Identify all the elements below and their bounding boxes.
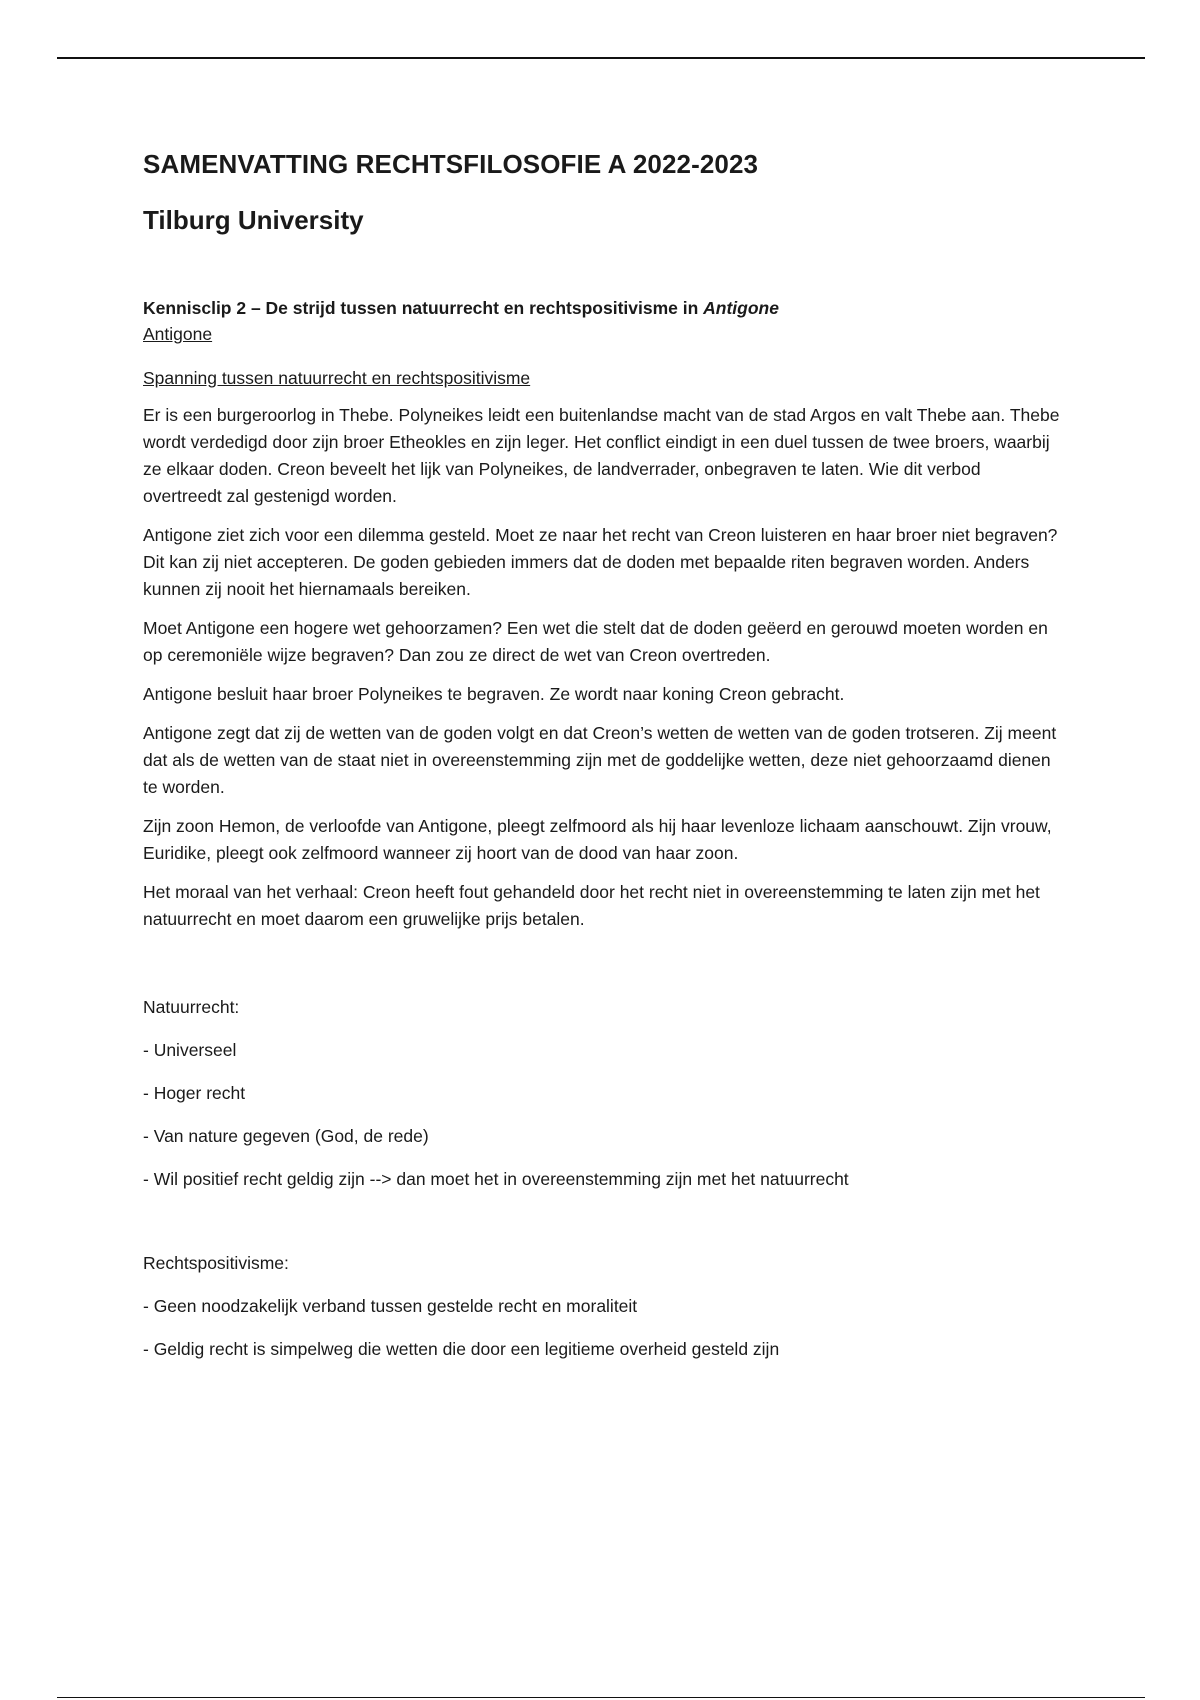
clip-heading-text: Kennisclip 2 – De strijd tussen natuurrecht en rechtspositivisme in (143, 298, 704, 318)
clip-heading-italic: Antigone (703, 298, 779, 318)
paragraph: Het moraal van het verhaal: Creon heeft fout gehandeld door het recht niet in overeenstemming te laten zijn met het natuurrecht en moet daarom een gruwelijke prijs betalen. (143, 882, 1040, 929)
subheading-antigone: Antigone (143, 324, 213, 344)
list-item: - Universeel (143, 1040, 237, 1060)
natuurrecht-list (143, 1038, 1063, 1191)
paragraph: Moet Antigone een hogere wet gehoorzamen? Een wet die stelt dat de doden geëerd en gerouwd moeten worden en op ceremoniële wijze begraven? Dan zou ze direct de wet van Creon overtreden. (143, 618, 1048, 665)
list-item: - Geen noodzakelijk verband tussen gestelde recht en moraliteit (143, 1296, 638, 1316)
list-item: - Wil positief recht geldig zijn --> dan moet het in overeenstemming zijn met het natuurrecht (143, 1169, 849, 1189)
document-subtitle: Tilburg University (143, 205, 364, 235)
rechtspositivisme-title: Rechtspositivisme: (143, 1253, 289, 1273)
bottom-rule (57, 1697, 1145, 1698)
subheading-spanning: Spanning tussen natuurrecht en rechtspositivisme (143, 368, 531, 388)
paragraph: Er is een burgeroorlog in Thebe. Polyneikes leidt een buitenlandse macht van de stad Argos en valt Thebe aan. Thebe wordt verdedigd door zijn broer Etheokles en zijn leger. Het conflict eindigt in een duel tussen de twee broers, waarbij ze elkaar doden. Creon beveelt het lijk van Polyneikes, de landverrader, onbegraven te laten. Wie dit verbod overtreedt zal gestenigd worden. (143, 405, 1060, 506)
list-item: - Geldig recht is simpelweg die wetten die door een legitieme overheid gesteld zijn (143, 1339, 780, 1359)
top-rule (57, 57, 1145, 59)
document-page (143, 146, 1063, 1361)
paragraph: Antigone besluit haar broer Polyneikes te begraven. Ze wordt naar koning Creon gebracht. (143, 684, 845, 704)
clip-heading (143, 296, 1063, 320)
document-title: SAMENVATTING RECHTSFILOSOFIE A 2022-2023 (143, 149, 759, 179)
paragraph: Antigone ziet zich voor een dilemma gesteld. Moet ze naar het recht van Creon luisteren en haar broer niet begraven? Dit kan zij niet accepteren. De goden gebieden immers dat de doden met bepaalde riten begraven worden. Anders kunnen zij nooit het hiernamaals bereiken. (143, 525, 1058, 599)
list-item: - Hoger recht (143, 1083, 246, 1103)
paragraph: Zijn zoon Hemon, de verloofde van Antigone, pleegt zelfmoord als hij haar levenloze lichaam aanschouwt. Zijn vrouw, Euridike, pleegt ook zelfmoord wanneer zij hoort van de dood van haar zoon. (143, 816, 1052, 863)
rechtspositivisme-list (143, 1294, 1063, 1361)
list-item: - Van nature gegeven (God, de rede) (143, 1126, 429, 1146)
paragraph: Antigone zegt dat zij de wetten van de goden volgt en dat Creon’s wetten de wetten van de goden trotseren. Zij meent dat als de wetten van de staat niet in overeenstemming zijn met de goddelijke wetten, deze niet gehoorzaamd dienen te worden. (143, 723, 1057, 797)
natuurrecht-title: Natuurrecht: (143, 997, 240, 1017)
